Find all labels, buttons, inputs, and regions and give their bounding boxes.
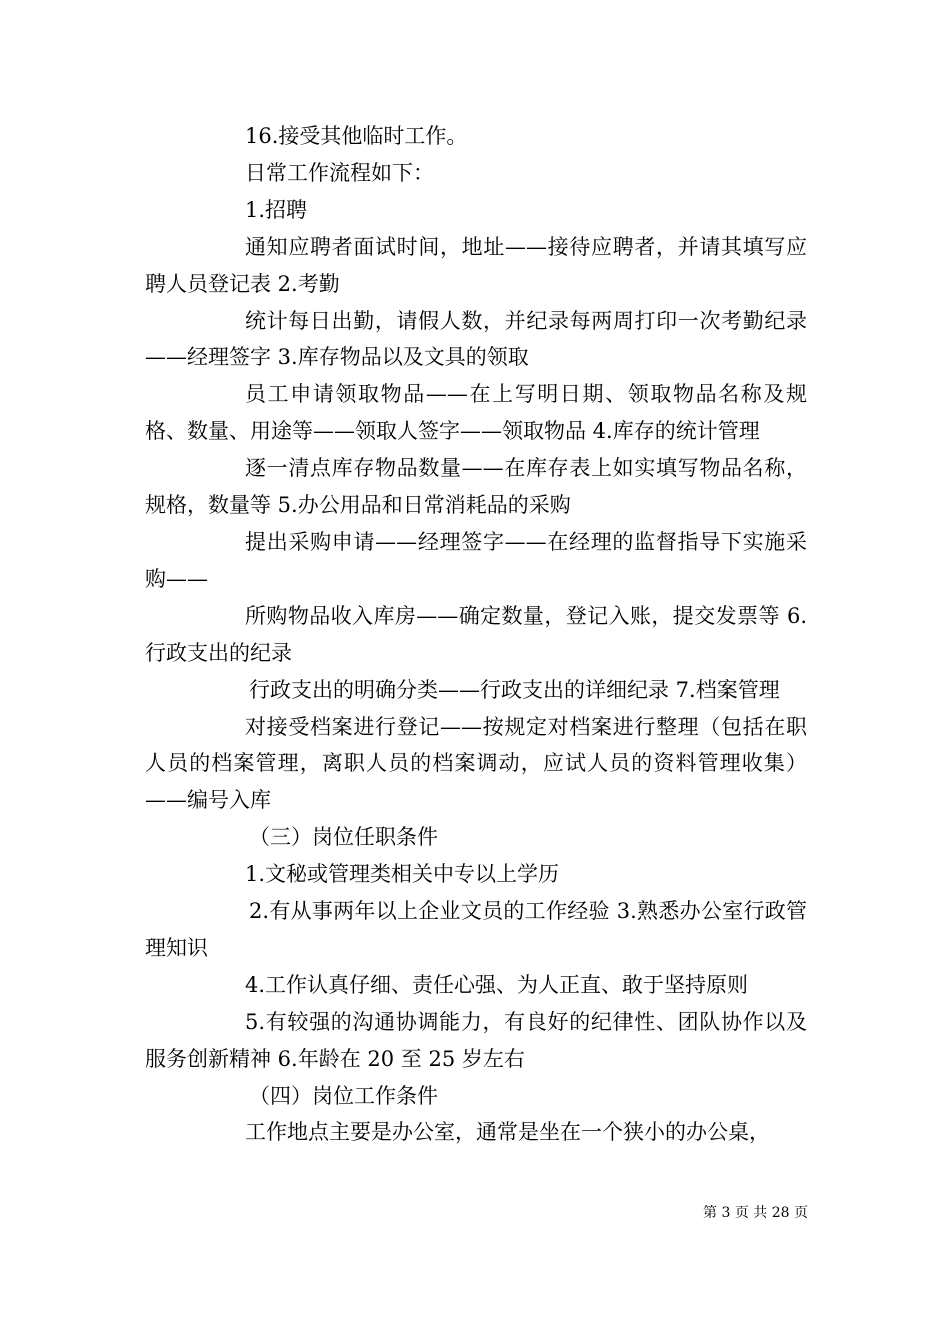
paragraph: 工作地点主要是办公室，通常是坐在一个狭小的办公桌，: [245, 1120, 770, 1145]
paragraph: 所购物品收入库房——确定数量，登记入账，提交发票等 6.行政支出的纪录: [145, 603, 807, 665]
document-body: [145, 118, 807, 1151]
paragraph: 提出采购申请——经理签字——在经理的监督指导下实施采购——: [145, 529, 807, 591]
paragraph: 2.有从事两年以上企业文员的工作经验 3.熟悉办公室行政管理知识: [145, 899, 807, 960]
paragraph: 1.文秘或管理类相关中专以上学历: [245, 862, 560, 887]
paragraph: 对接受档案进行登记——按规定对档案进行整理（包括在职人员的档案管理，离职人员的档案调动，应试人员的资料管理收集）——编号入库: [145, 714, 807, 813]
paragraph: 逐一清点库存物品数量——在库存表上如实填写物品名称，规格，数量等 5.办公用品和日常消耗品的采购: [145, 456, 807, 518]
paragraph: 通知应聘者面试时间，地址——接待应聘者，并请其填写应聘人员登记表 2.考勤: [145, 234, 807, 296]
section-heading: （四）岗位工作条件: [249, 1083, 438, 1108]
paragraph: 员工申请领取物品——在上写明日期、领取物品名称及规格、数量、用途等——领取人签字——领取物品 4.库存的统计管理: [145, 382, 807, 444]
paragraph: 4.工作认真仔细、责任心强、为人正直、敢于坚持原则: [245, 972, 749, 997]
paragraph: 日常工作流程如下：: [245, 160, 434, 185]
paragraph: 16.接受其他临时工作。: [245, 124, 468, 148]
page-number: 第 3 页 共 28 页: [703, 1205, 808, 1221]
paragraph: 统计每日出勤，请假人数，并纪录每两周打印一次考勤纪录——经理签字 3.库存物品以及文具的领取: [145, 308, 807, 370]
paragraph: 行政支出的明确分类——行政支出的详细纪录 7.档案管理: [249, 677, 780, 702]
section-heading: （三）岗位任职条件: [249, 825, 438, 850]
paragraph: 1.招聘: [245, 197, 308, 222]
paragraph: 5.有较强的沟通协调能力，有良好的纪律性、团队协作以及服务创新精神 6.年龄在 20 至 25 岁左右: [145, 1009, 807, 1071]
